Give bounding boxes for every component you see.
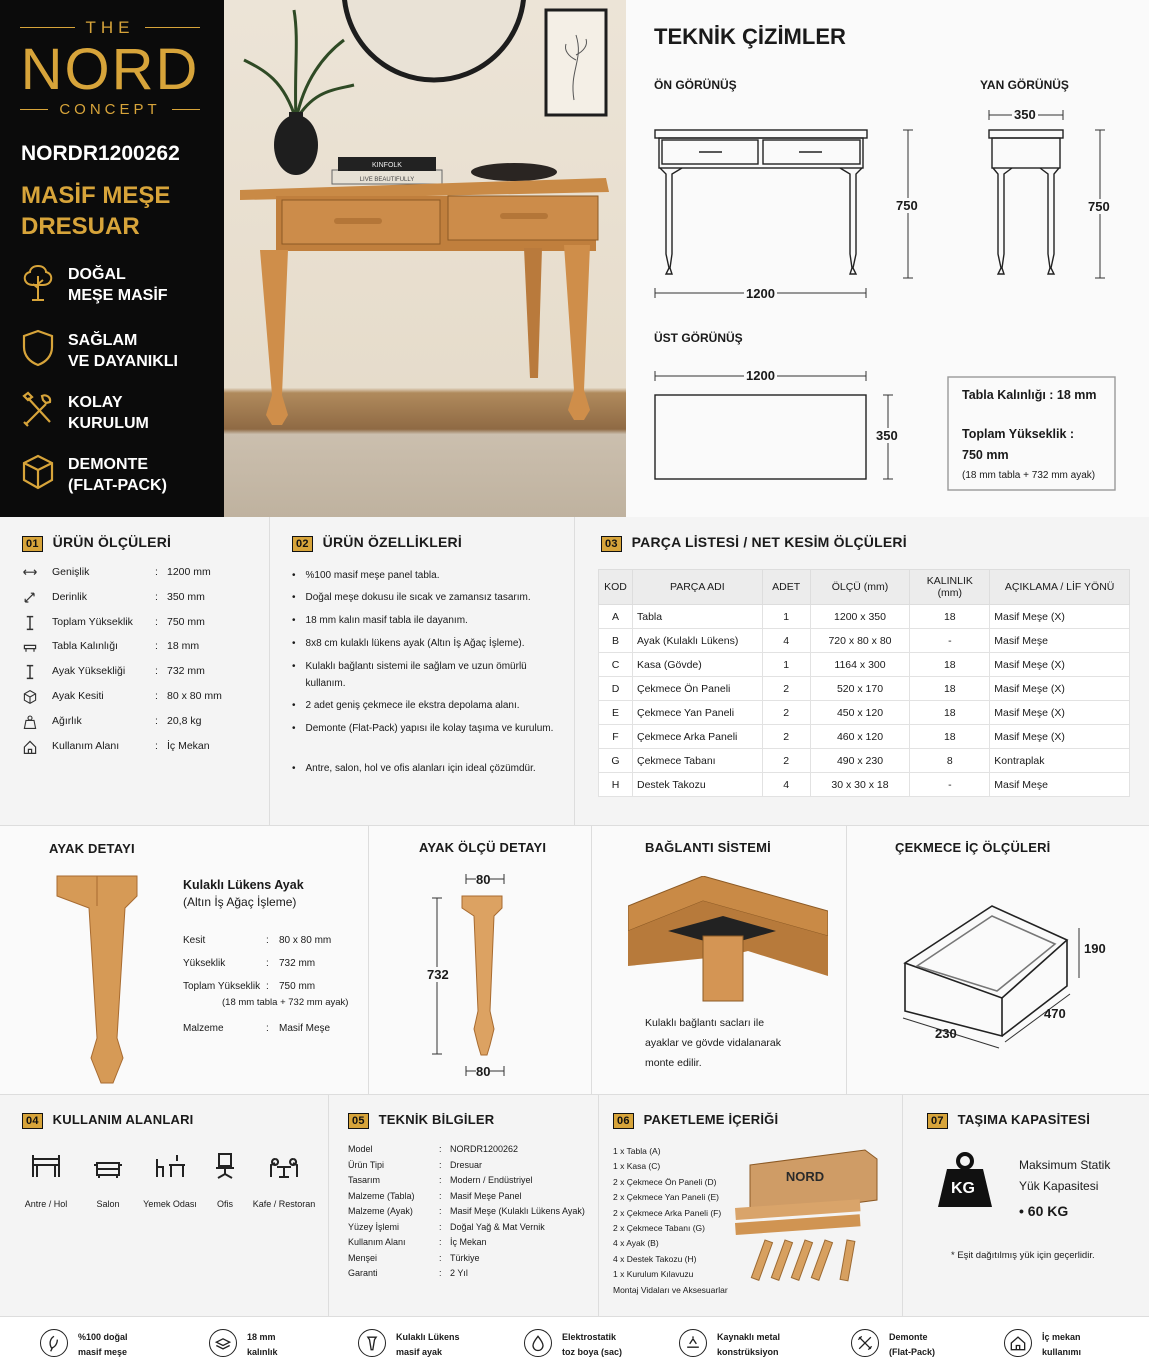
section-number: 02: [292, 536, 313, 552]
table-row: [599, 629, 1130, 653]
footer-label: Demonte: [889, 1332, 928, 1342]
dimension-label: Toplam Yükseklik: [52, 615, 133, 628]
tech-info-label: Malzeme (Ayak): [348, 1206, 413, 1216]
tech-info-value: Doğal Yağ & Mat Vernik: [450, 1221, 545, 1232]
table-row: [599, 749, 1130, 773]
table-cell: Kasa (Gövde): [632, 653, 762, 677]
package-item: 2 x Çekmece Ön Paneli (D): [613, 1176, 717, 1187]
feature-bullet: [292, 720, 562, 737]
table-row: [599, 725, 1130, 749]
footer-label: konstrüksiyon: [717, 1347, 779, 1357]
package-item: 2 x Çekmece Tabanı (G): [613, 1223, 705, 1233]
dimension-label: Ayak Kesiti: [52, 690, 104, 702]
tech-info-label: Malzeme (Tabla): [348, 1190, 415, 1201]
feature-item: KOLAY KURULUM: [20, 390, 56, 435]
table-header: PARÇA ADI: [632, 570, 762, 605]
dimension-value: 1200 mm: [167, 566, 211, 578]
section-title: KULLANIM ALANLARI: [52, 1112, 194, 1127]
separator: :: [266, 958, 269, 969]
separator: :: [266, 981, 269, 992]
separator: :: [439, 1252, 442, 1263]
table-cell: 1: [762, 605, 810, 629]
drawer-title: ÇEKMECE İÇ ÖLÇÜLERİ: [895, 840, 1051, 855]
separator: :: [439, 1268, 442, 1278]
section-number: 01: [22, 536, 43, 552]
separator: :: [439, 1206, 442, 1216]
dimension-value: 750 mm: [167, 615, 205, 628]
connection-note-line1: Kulaklı bağlantı sacları ile: [645, 1017, 765, 1029]
table-cell: Masif Meşe (X): [990, 725, 1130, 749]
section-title: PARÇA LİSTESİ / NET KESİM ÖLÇÜLERİ: [631, 534, 907, 550]
shield-icon: [20, 328, 56, 368]
leg-height-note: (18 mm tabla + 732 mm ayak): [222, 997, 349, 1008]
leg-spec-label: Toplam Yükseklik: [183, 981, 261, 992]
feature-bullet: [292, 697, 562, 714]
section-number: 03: [601, 536, 622, 552]
width-icon: [22, 565, 38, 581]
bullet-dot: •: [292, 763, 296, 774]
bullet-dot: •: [292, 638, 296, 649]
bullet-text: Antre, salon, hol ve ofis alanları için ideal çözümdür.: [305, 763, 536, 774]
leg-spec-label: Yükseklik: [183, 958, 226, 969]
top-thickness-icon: [22, 639, 38, 655]
package-logo-text: NORD: [785, 1169, 825, 1184]
section-title: PAKETLEME İÇERİĞİ: [643, 1112, 779, 1127]
tech-info-value: NORDR1200262: [450, 1144, 519, 1154]
section-capacity: [903, 1095, 1149, 1316]
section-number: 04: [22, 1113, 43, 1129]
dimension-label: Ayak Yüksekliği: [52, 665, 126, 678]
dimension-label: Genişlik: [52, 566, 90, 578]
tech-info-label: Ürün Tipi: [348, 1159, 385, 1170]
feature-bullet: [292, 589, 562, 606]
note-total-height: Toplam Yükseklik :: [962, 427, 1075, 441]
package-item: 2 x Çekmece Yan Paneli (E): [613, 1192, 719, 1203]
product-title-line1: MASİF MEŞE: [21, 182, 171, 209]
section-packaging: [599, 1095, 903, 1316]
leg-top-width: 80: [476, 872, 491, 887]
package-item: 1 x Kasa (C): [613, 1161, 661, 1172]
footer-label: Elektrostatik: [562, 1332, 617, 1342]
footer-label: (Flat-Pack): [889, 1347, 936, 1357]
table-cell: Masif Meşe: [990, 773, 1130, 797]
table-cell: Çekmece Ön Paneli: [632, 677, 762, 701]
connection-note-line2: ayaklar ve gövde vidalanarak: [645, 1037, 781, 1049]
table-cell: Çekmece Tabanı: [632, 749, 762, 773]
leg-icon: [358, 1329, 386, 1357]
bullet-dot: •: [292, 592, 296, 603]
feature-bullet: [292, 612, 562, 629]
table-row: [599, 773, 1130, 797]
side-height-dim: 750: [1088, 199, 1110, 214]
table-cell: 450 x 120: [810, 701, 910, 725]
table-cell: 18: [910, 605, 990, 629]
capacity-value: • 60 KG: [1019, 1203, 1069, 1219]
capacity-line1: Maksimum Statik: [1019, 1158, 1111, 1172]
table-cell: Kontraplak: [990, 749, 1130, 773]
side-view-label: YAN GÖRÜNÜŞ: [980, 78, 1069, 92]
leg-height-icon: [22, 664, 38, 680]
leg-spec-label: Kesit: [183, 935, 206, 946]
dimension-label: Tabla Kalınlığı: [52, 640, 118, 653]
separator: :: [266, 1023, 269, 1034]
table-cell: B: [599, 629, 633, 653]
tech-info-value: 2 Yıl: [450, 1268, 468, 1278]
section-number: 07: [927, 1113, 948, 1129]
cafe-icon: [267, 1151, 301, 1181]
console-table-illustration: [224, 0, 626, 517]
footer-label: kullanımı: [1042, 1347, 1082, 1357]
dimension-value: 80 x 80 mm: [167, 690, 222, 702]
table-cell: 18: [910, 725, 990, 749]
leg-spec-value: 732 mm: [279, 958, 316, 969]
leg-dimension-panel: [369, 826, 592, 1094]
note-height-detail: (18 mm tabla + 732 mm ayak): [962, 470, 1096, 481]
table-cell: G: [599, 749, 633, 773]
separator: :: [155, 665, 158, 678]
dimension-label: Derinlik: [52, 590, 88, 603]
table-cell: Masif Meşe: [990, 629, 1130, 653]
indoor-icon: [1004, 1329, 1032, 1357]
table-cell: -: [910, 773, 990, 797]
bullet-dot: •: [292, 723, 296, 734]
tech-info-label: Kullanım Alanı: [348, 1237, 406, 1247]
dimension-label: Kullanım Alanı: [52, 739, 120, 752]
feature-item: DOĞAL MEŞE MASİF: [20, 262, 56, 307]
leg-subtitle: (Altın İş Ağaç İşleme): [183, 895, 297, 909]
leg-height-dim: 732: [427, 967, 449, 982]
separator: :: [439, 1221, 442, 1232]
leg-name: Kulaklı Lükens Ayak: [183, 878, 304, 892]
table-cell: C: [599, 653, 633, 677]
note-thickness: Tabla Kalınlığı : 18 mm: [962, 388, 1097, 402]
table-cell: 2: [762, 749, 810, 773]
tech-title: TEKNİK ÇİZİMLER: [654, 24, 846, 49]
technical-drawings: [626, 0, 1149, 517]
box-icon: [20, 452, 56, 492]
drawer-height-dim: 190: [1084, 941, 1106, 956]
drawer-width-dim: 230: [935, 1026, 957, 1041]
table-cell: Masif Meşe (X): [990, 653, 1130, 677]
assembly-icon: [851, 1329, 879, 1357]
footer-label: Kaynaklı metal: [717, 1332, 781, 1342]
table-cell: 2: [762, 701, 810, 725]
dimension-label: Ağırlık: [52, 714, 82, 727]
table-cell: 1164 x 300: [810, 653, 910, 677]
table-cell: 8: [910, 749, 990, 773]
table-cell: 4: [762, 629, 810, 653]
package-item: 1 x Kurulum Kılavuzu: [613, 1269, 694, 1280]
package-item: 1 x Tabla (A): [613, 1146, 661, 1156]
capacity-line2: Yük Kapasitesi: [1019, 1179, 1099, 1193]
leg-detail-panel: [0, 826, 369, 1094]
dimension-value: 350 mm: [167, 590, 205, 603]
top-view-label: ÜST GÖRÜNÜŞ: [654, 331, 743, 345]
layers-icon: [209, 1329, 237, 1357]
paint-icon: [524, 1329, 552, 1357]
bullet-text: 8x8 cm kulaklı lükens ayak (Altın İş Ağaç İşleme).: [305, 638, 525, 649]
table-cell: F: [599, 725, 633, 749]
table-cell: 1: [762, 653, 810, 677]
table-cell: Masif Meşe (X): [990, 701, 1130, 725]
table-header: ÖLÇÜ (mm): [810, 570, 910, 605]
leg-dim-title: AYAK ÖLÇÜ DETAYI: [419, 840, 547, 855]
table-cell: 30 x 30 x 18: [810, 773, 910, 797]
package-illustration: [735, 1145, 885, 1285]
dining-icon: [153, 1151, 187, 1181]
tech-info-value: Masif Meşe (Kulaklı Lükens Ayak): [450, 1206, 585, 1216]
bullet-dot: •: [292, 661, 296, 672]
bullet-text: %100 masif meşe panel tabla.: [305, 570, 440, 581]
tech-info-label: Tasarım: [348, 1175, 381, 1185]
table-cell: 18: [910, 701, 990, 725]
footer-label: masif meşe: [78, 1347, 128, 1357]
dimension-value: İç Mekan: [167, 739, 210, 752]
tech-info-label: Garanti: [348, 1268, 378, 1278]
feature-bullet: [292, 760, 562, 777]
connection-panel: [592, 826, 847, 1094]
separator: :: [439, 1175, 442, 1185]
table-cell: E: [599, 701, 633, 725]
table-cell: Ayak (Kulaklı Lükens): [632, 629, 762, 653]
tech-info-value: Modern / Endüstriyel: [450, 1175, 533, 1185]
separator: :: [155, 640, 158, 653]
connection-illustration: [628, 876, 828, 1006]
bullet-text: 2 adet geniş çekmece ile ekstra depolama alanı.: [305, 700, 520, 711]
table-cell: Çekmece Arka Paneli: [632, 725, 762, 749]
bullet-dot: •: [292, 615, 296, 626]
package-item: Montaj Vidaları ve Aksesuarlar: [613, 1284, 728, 1295]
package-item: 2 x Çekmece Arka Paneli (F): [613, 1207, 722, 1218]
feature-item: SAĞLAM VE DAYANIKLI: [20, 328, 56, 373]
section-parts: [575, 517, 1149, 825]
section-tech-info: [329, 1095, 599, 1316]
feature-bullet: [292, 635, 562, 652]
table-cell: 460 x 120: [810, 725, 910, 749]
cube-icon: [22, 689, 38, 705]
table-cell: Masif Meşe (X): [990, 605, 1130, 629]
welding-icon: [679, 1329, 707, 1357]
connection-title: BAĞLANTI SİSTEMİ: [645, 840, 771, 855]
note-height-value: 750 mm: [962, 448, 1009, 462]
tree-icon: [20, 262, 56, 302]
separator: :: [155, 690, 158, 702]
usage-label: Salon: [96, 1199, 120, 1209]
side-depth-dim: 350: [1014, 107, 1036, 122]
leg-dimension-drawing: [369, 826, 592, 1094]
separator: :: [266, 935, 269, 946]
separator: :: [155, 590, 158, 603]
table-cell: Masif Meşe (X): [990, 677, 1130, 701]
section-features: [270, 517, 575, 825]
leg-illustration: [52, 871, 147, 1111]
leg-spec-value: Masif Meşe: [279, 1023, 331, 1034]
footer-label: masif ayak: [396, 1347, 443, 1357]
footer-label: Kulaklı Lükens: [396, 1332, 460, 1342]
capacity-note: * Eşit dağıtılmış yük için geçerlidir.: [951, 1250, 1095, 1261]
table-cell: Çekmece Yan Paneli: [632, 701, 762, 725]
section-title: TEKNİK BİLGİLER: [378, 1112, 495, 1127]
separator: :: [155, 714, 158, 727]
product-code: NORDR1200262: [21, 142, 180, 165]
usage-label: Ofis: [216, 1199, 233, 1209]
leg-bottom-width: 80: [476, 1064, 491, 1079]
table-cell: D: [599, 677, 633, 701]
footer-label: kalınlık: [247, 1347, 278, 1357]
footer-bar: [0, 1316, 1149, 1369]
table-row: [599, 677, 1130, 701]
home-icon: [22, 739, 38, 755]
table-header: KALINLIK (mm): [910, 570, 990, 605]
table-header: ADET: [762, 570, 810, 605]
dimension-value: 18 mm: [167, 640, 200, 653]
bullet-text: Kulaklı bağlantı sistemi ile sağlam ve uzun ömürlü kullanım.: [305, 661, 527, 689]
sofa-icon: [91, 1151, 125, 1181]
tech-info-label: Yüzey İşlemi: [348, 1221, 400, 1232]
front-height-dim: 750: [896, 198, 918, 213]
bullet-text: Demonte (Flat-Pack) yapısı ile kolay taşıma ve kurulum.: [305, 723, 554, 734]
package-item: 4 x Ayak (B): [613, 1238, 659, 1249]
table-cell: A: [599, 605, 633, 629]
section-title: ÜRÜN ÖZELLİKLERİ: [322, 534, 462, 550]
front-width-dim: 1200: [746, 286, 775, 301]
usage-label: Yemek Odası: [143, 1199, 197, 1209]
front-view-label: ÖN GÖRÜNÜŞ: [654, 78, 737, 92]
depth-icon: [22, 590, 38, 606]
table-cell: 520 x 170: [810, 677, 910, 701]
leg-spec-value: 80 x 80 mm: [279, 935, 332, 946]
section-title: ÜRÜN ÖLÇÜLERİ: [52, 534, 172, 550]
product-title-line2: DRESUAR: [21, 213, 140, 240]
tools-icon: [20, 390, 56, 430]
bullet-text: Doğal meşe dokusu ile sıcak ve zamansız tasarım.: [305, 592, 531, 603]
feature-bullet: [292, 567, 562, 584]
package-item: 4 x Destek Takozu (H): [613, 1253, 697, 1264]
book-title: LIVE BEAUTIFULLY: [359, 177, 415, 183]
section-usage: [0, 1095, 329, 1316]
top-depth-dim: 350: [876, 428, 898, 443]
footer-label: toz boya (sac): [562, 1347, 623, 1357]
table-cell: 490 x 230: [810, 749, 910, 773]
table-header: KOD: [599, 570, 633, 605]
brand-sidebar: [0, 0, 224, 517]
leg-spec-value: 750 mm: [279, 981, 316, 992]
weight-icon-label: KG: [951, 1180, 975, 1197]
weight-icon: [22, 714, 38, 730]
top-width-dim: 1200: [746, 368, 775, 383]
bullet-dot: •: [292, 570, 296, 581]
tech-info-value: Masif Meşe Panel: [450, 1190, 522, 1201]
table-cell: 2: [762, 725, 810, 749]
table-cell: 4: [762, 773, 810, 797]
drawer-depth-dim: 470: [1044, 1006, 1066, 1021]
table-cell: 720 x 80 x 80: [810, 629, 910, 653]
footer-label: 18 mm: [247, 1332, 276, 1342]
separator: :: [439, 1237, 442, 1247]
drawer-panel: [847, 826, 1149, 1094]
tech-info-label: Menşei: [348, 1252, 378, 1263]
table-header: AÇIKLAMA / LİF YÖNÜ: [990, 570, 1130, 605]
section-title: TAŞIMA KAPASİTESİ: [957, 1112, 1091, 1127]
table-row: [599, 653, 1130, 677]
dimension-value: 20,8 kg: [167, 714, 202, 727]
dimension-value: 732 mm: [167, 665, 205, 678]
separator: :: [155, 566, 158, 578]
book-title: KINFOLK: [372, 162, 402, 169]
tech-info-value: İç Mekan: [450, 1237, 487, 1247]
footer-label: İç mekan: [1042, 1332, 1081, 1342]
table-cell: Destek Takozu: [632, 773, 762, 797]
section-number: 05: [348, 1113, 369, 1129]
table-cell: -: [910, 629, 990, 653]
footer-label: %100 doğal: [78, 1332, 128, 1342]
leg-detail-title: AYAK DETAYI: [49, 841, 135, 856]
tech-info-value: Dresuar: [450, 1159, 483, 1170]
tech-info-label: Model: [348, 1144, 373, 1154]
table-cell: Tabla: [632, 605, 762, 629]
separator: :: [439, 1190, 442, 1201]
separator: :: [155, 739, 158, 752]
separator: :: [439, 1144, 442, 1154]
section-number: 06: [613, 1113, 634, 1129]
tech-info-value: Türkiye: [450, 1252, 480, 1263]
section-dimensions: [0, 517, 270, 825]
table-row: [599, 701, 1130, 725]
table-cell: H: [599, 773, 633, 797]
parts-table: [598, 569, 1130, 797]
office-chair-icon: [208, 1151, 242, 1181]
drawer-illustration: [847, 826, 1149, 1094]
brand-logo: THE NORD CONCEPT: [20, 18, 200, 118]
table-cell: 1200 x 350: [810, 605, 910, 629]
height-icon: [22, 615, 38, 631]
bullet-dot: •: [292, 700, 296, 711]
table-cell: 18: [910, 677, 990, 701]
separator: :: [439, 1159, 442, 1170]
feature-item: DEMONTE (FLAT-PACK): [20, 452, 56, 497]
table-cell: 2: [762, 677, 810, 701]
table-row: [599, 605, 1130, 629]
oak-leaf-icon: [40, 1329, 68, 1357]
product-photo: [224, 0, 626, 517]
leg-spec-label: Malzeme: [183, 1023, 224, 1034]
table-cell: 18: [910, 653, 990, 677]
bullet-text: 18 mm kalın masif tabla ile dayanım.: [305, 615, 468, 626]
usage-label: Antre / Hol: [24, 1199, 68, 1209]
hall-icon: [29, 1151, 63, 1181]
usage-label: Kafe / Restoran: [252, 1199, 316, 1209]
feature-bullet: [292, 658, 562, 692]
connection-note-line3: monte edilir.: [645, 1057, 702, 1069]
separator: :: [155, 615, 158, 628]
